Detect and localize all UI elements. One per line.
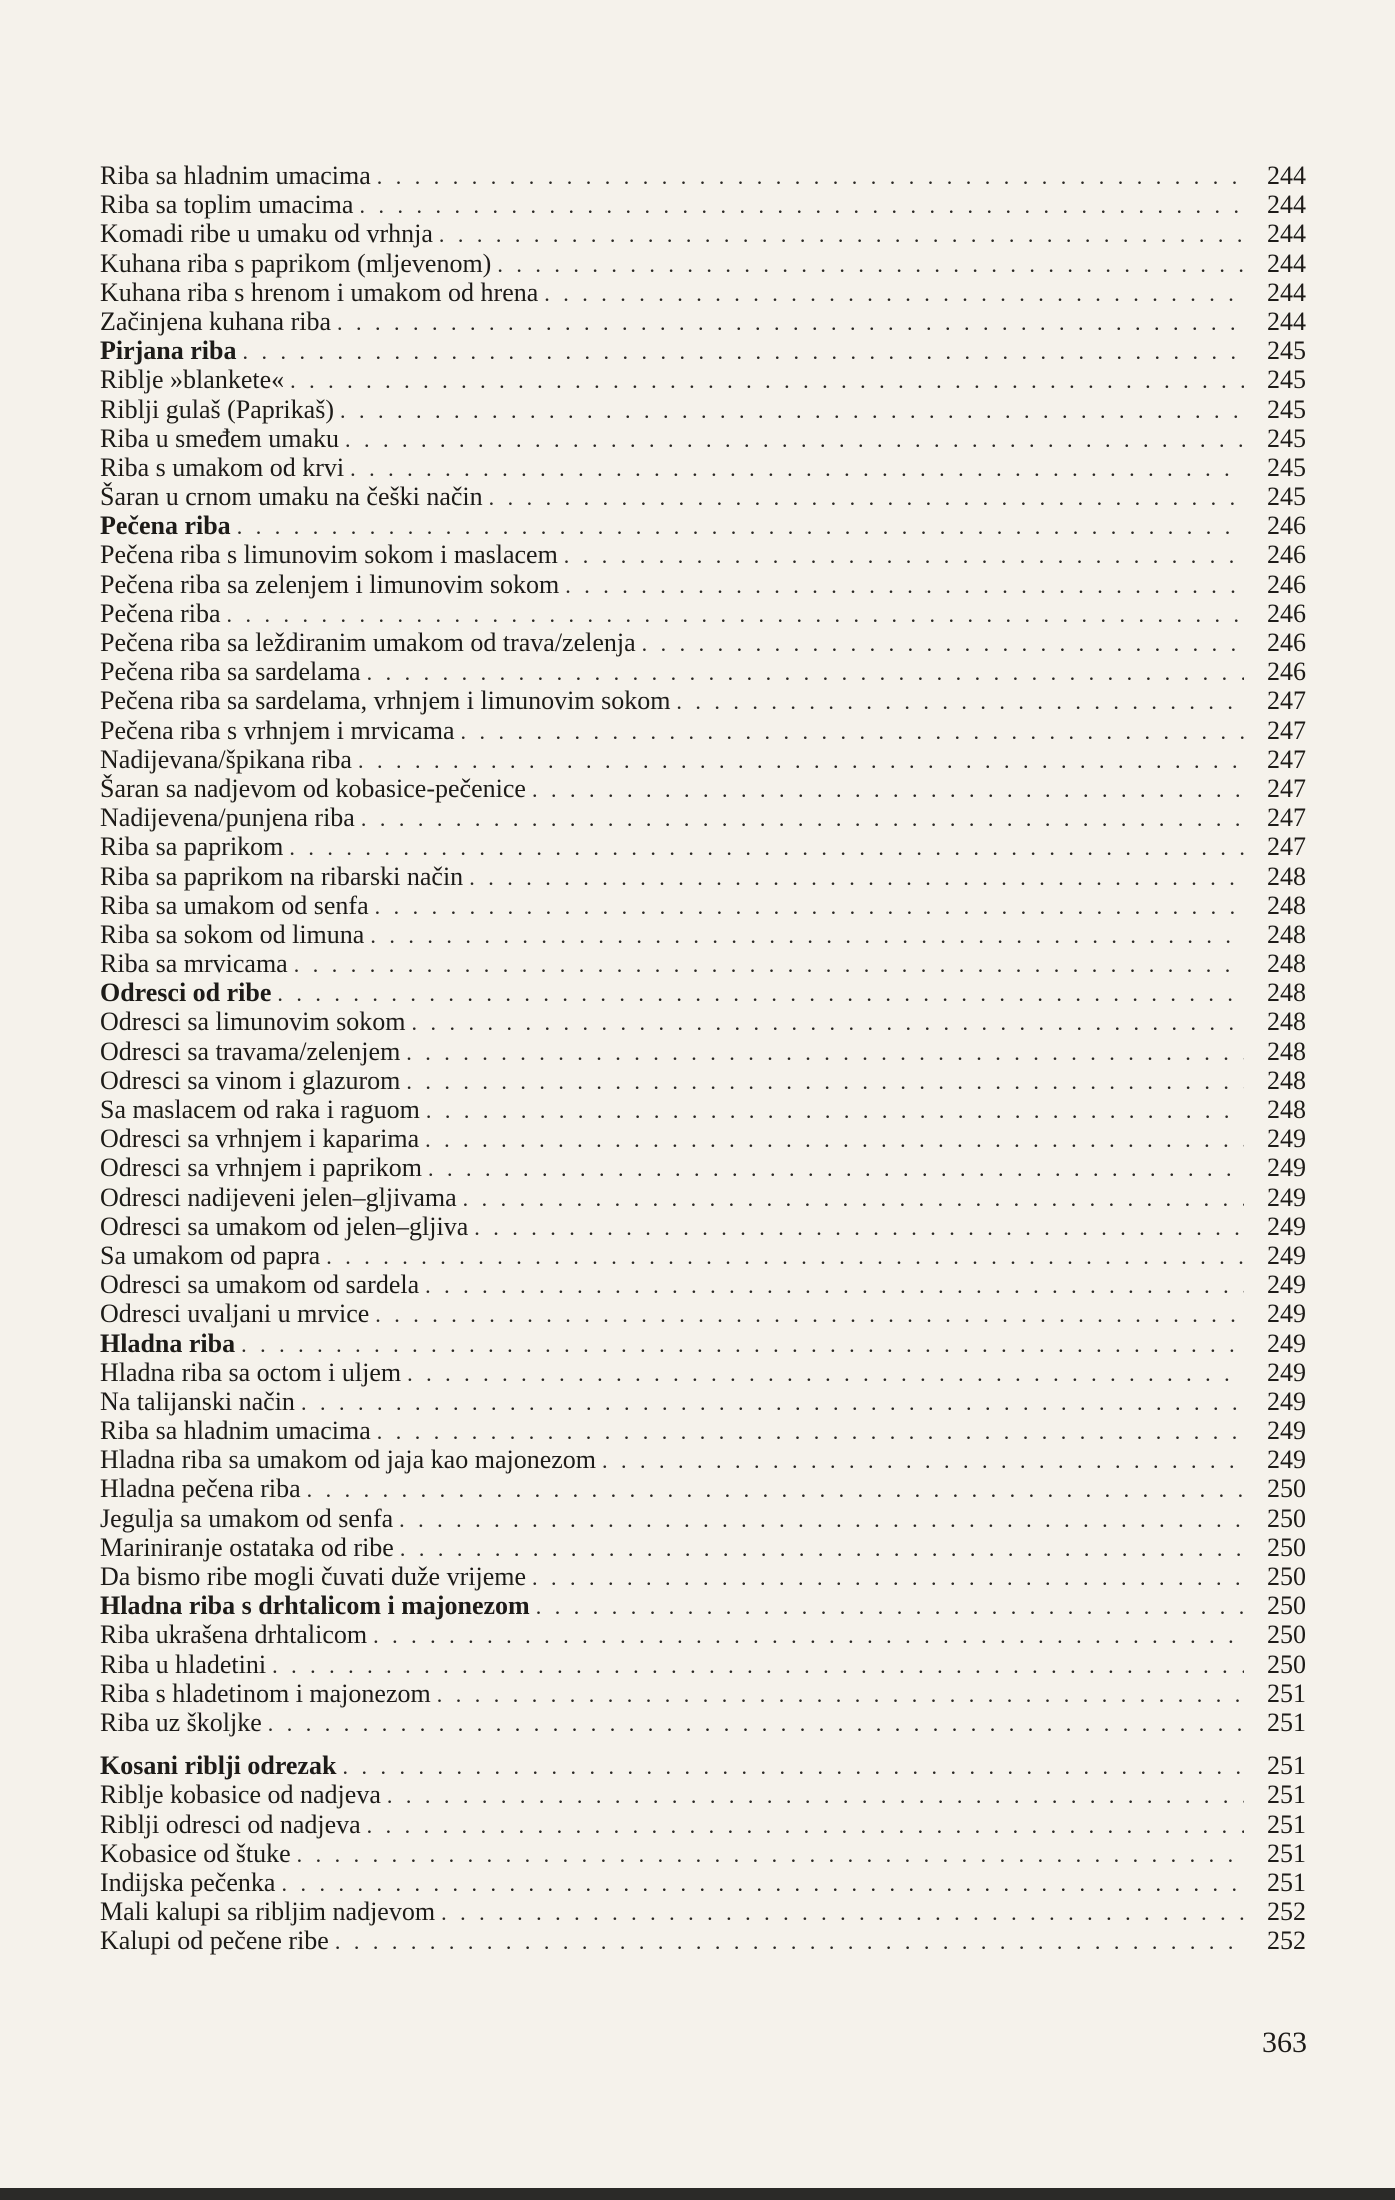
toc-entry — [100, 1620, 1306, 1649]
toc-entry-title: Indijska pečenka — [100, 1867, 276, 1897]
toc-entry-page: 252 — [1267, 1926, 1306, 1956]
toc-entry — [100, 278, 1306, 307]
dot-leader — [290, 366, 1244, 395]
toc-section-heading — [100, 336, 1306, 365]
dot-leader — [602, 1446, 1244, 1475]
toc-entry-title: Hladna riba — [100, 1328, 236, 1358]
toc-entry-page: 246 — [1267, 511, 1306, 541]
dot-leader — [268, 1709, 1244, 1738]
toc-entry — [100, 1066, 1306, 1095]
toc-entry — [100, 599, 1306, 628]
toc-entry-page: 251 — [1267, 1780, 1306, 1810]
toc-entry-title: Šaran u crnom umaku na češki način — [100, 482, 483, 512]
toc-entry — [100, 1007, 1306, 1036]
toc-entry — [100, 949, 1306, 978]
dot-leader — [536, 1592, 1244, 1621]
toc-entry-title: Riba sa sokom od limuna — [100, 919, 365, 949]
dot-leader — [375, 892, 1244, 921]
dot-leader — [400, 1534, 1244, 1563]
toc-entry-page: 247 — [1267, 832, 1306, 862]
toc-entry-page: 252 — [1267, 1897, 1306, 1927]
toc-entry — [100, 395, 1306, 424]
toc-entry — [100, 424, 1306, 453]
toc-entry — [100, 1445, 1306, 1474]
toc-entry-title: Sa maslacem od raka i raguom — [100, 1095, 420, 1124]
toc-entry-page: 250 — [1267, 1591, 1306, 1621]
toc-entry — [100, 190, 1306, 219]
dot-leader — [335, 1927, 1244, 1956]
dot-leader — [544, 279, 1244, 308]
toc-entry-page: 250 — [1267, 1532, 1306, 1562]
dot-leader — [387, 1781, 1244, 1810]
toc-entry-page: 247 — [1267, 773, 1306, 803]
toc-entry-title: Odresci sa vinom i glazurom — [100, 1065, 401, 1095]
toc-section-heading — [100, 1329, 1306, 1358]
toc-entry-title: Odresci sa limunovim sokom — [100, 1007, 406, 1037]
dot-leader — [425, 1271, 1244, 1300]
toc-entry-page: 248 — [1267, 978, 1306, 1008]
toc-entry-title: Hladna riba s drhtalicom i majonezom — [100, 1591, 530, 1621]
toc-entry-page: 249 — [1267, 1416, 1306, 1446]
toc-entry-title: Komadi ribe u umaku od vrhnja — [100, 219, 433, 249]
toc-entry-page: 251 — [1267, 1707, 1306, 1737]
toc-entry-page: 246 — [1267, 540, 1306, 570]
toc-entry-page: 249 — [1267, 1211, 1306, 1241]
toc-entry — [100, 453, 1306, 482]
toc-entry-title: Kalupi od pečene ribe — [100, 1926, 329, 1956]
toc-entry-title: Odresci uvaljani u mrvice — [100, 1299, 370, 1329]
toc-entry-title: Odresci nadijeveni jelen–gljivama — [100, 1182, 457, 1212]
toc-entry-page: 251 — [1267, 1838, 1306, 1868]
dot-leader — [532, 1563, 1244, 1592]
dot-leader — [237, 512, 1244, 541]
toc-entry — [100, 891, 1306, 920]
dot-leader — [474, 1213, 1244, 1242]
dot-leader — [375, 1300, 1244, 1329]
toc-entry-page: 248 — [1267, 949, 1306, 979]
toc-entry-page: 247 — [1267, 803, 1306, 833]
dot-leader — [407, 1359, 1244, 1388]
toc-entry-title: Odresci sa travama/zelenjem — [100, 1036, 401, 1066]
toc-entry — [100, 1504, 1306, 1533]
toc-entry-page: 244 — [1267, 190, 1306, 220]
toc-entry-title: Pečena riba sa zelenjem i limunovim sokom — [100, 569, 560, 599]
toc-entry-title: Riba sa hladnim umacima — [100, 161, 371, 190]
toc-entry-title: Riba u hladetini — [100, 1649, 267, 1679]
toc-entry-page: 244 — [1267, 248, 1306, 278]
toc-entry-title: Riba uz školjke — [100, 1707, 262, 1737]
toc-entry-title: Mali kalupi sa ribljim nadjevom — [100, 1897, 436, 1927]
toc-entry — [100, 1270, 1306, 1299]
dot-leader — [411, 1008, 1244, 1037]
dot-leader — [361, 804, 1244, 833]
toc-entry — [100, 832, 1306, 861]
toc-entry — [100, 219, 1306, 248]
toc-entry-title: Riba sa paprikom na ribarski način — [100, 861, 464, 891]
toc-entry-title: Hladna pečena riba — [100, 1474, 301, 1504]
dot-leader — [469, 863, 1244, 892]
dot-leader — [370, 921, 1244, 950]
toc-entry-title: Šaran sa nadjevom od kobasice-pečenice — [100, 773, 526, 803]
toc-entry-page: 245 — [1267, 336, 1306, 366]
dot-leader — [428, 1154, 1244, 1183]
dot-leader — [642, 629, 1244, 658]
toc-entry-title: Začinjena kuhana riba — [100, 306, 331, 336]
toc-entry-page: 250 — [1267, 1649, 1306, 1679]
toc-entry-title: Hladna riba sa octom i uljem — [100, 1357, 402, 1387]
toc-entry — [100, 1474, 1306, 1503]
toc-entry-page: 250 — [1267, 1620, 1306, 1650]
toc-entry-title: Odresci sa umakom od jelen–gljiva — [100, 1211, 469, 1241]
toc-section-heading — [100, 1751, 1306, 1780]
toc-entry-title: Hladna riba sa umakom od jaja kao majonezom — [100, 1445, 597, 1475]
toc-entry-page: 248 — [1267, 890, 1306, 920]
toc-entry-page: 244 — [1267, 219, 1306, 249]
dot-leader — [367, 1811, 1244, 1840]
toc-entry — [100, 1708, 1306, 1737]
toc-entry-title: Odresci sa vrhnjem i kaparima — [100, 1124, 420, 1154]
toc-entry-page: 251 — [1267, 1809, 1306, 1839]
scan-bottom-edge — [0, 2188, 1395, 2200]
toc-entry-title: Kuhana riba s hrenom i umakom od hrena — [100, 277, 539, 307]
dot-leader — [399, 1505, 1244, 1534]
toc-entry — [100, 1212, 1306, 1241]
dot-leader — [441, 1898, 1244, 1927]
toc-entry-page: 250 — [1267, 1474, 1306, 1504]
toc-entry-page: 251 — [1267, 1751, 1306, 1781]
toc-entry-page: 251 — [1267, 1867, 1306, 1897]
toc-entry — [100, 1183, 1306, 1212]
toc-entry-title: Kosani riblji odrezak — [100, 1751, 337, 1781]
toc-entry-page: 245 — [1267, 452, 1306, 482]
toc-entry-title: Pečena riba sa leždiranim umakom od trava/zelenja — [100, 628, 636, 657]
toc-entry — [100, 1095, 1306, 1124]
dot-leader — [326, 1242, 1244, 1271]
toc-entry-page: 250 — [1267, 1503, 1306, 1533]
toc-entry-page: 246 — [1267, 569, 1306, 599]
toc-entry — [100, 1868, 1306, 1897]
toc-entry-page: 249 — [1267, 1182, 1306, 1212]
toc-entry-title: Nadijevena/punjena riba — [100, 803, 355, 833]
toc-entry — [100, 249, 1306, 278]
toc-entry-title: Riba u smeđem umaku — [100, 423, 340, 453]
toc-entry-title: Riba sa umakom od senfa — [100, 890, 369, 920]
dot-leader — [532, 775, 1244, 804]
toc-entry-page: 245 — [1267, 482, 1306, 512]
table-of-contents — [100, 161, 1306, 1955]
toc-entry-page: 246 — [1267, 598, 1306, 628]
toc-entry-title: Da bismo ribe mogli čuvati duže vrijeme — [100, 1562, 526, 1591]
toc-entry-title: Riba s hladetinom i majonezom — [100, 1678, 431, 1708]
toc-entry-title: Riba sa paprikom — [100, 832, 284, 862]
dot-leader — [565, 571, 1244, 600]
toc-entry — [100, 540, 1306, 569]
dot-leader — [342, 1752, 1244, 1781]
dot-leader — [439, 220, 1244, 249]
dot-leader — [497, 250, 1244, 279]
toc-entry — [100, 365, 1306, 394]
dot-leader — [367, 658, 1244, 687]
toc-entry — [100, 1780, 1306, 1809]
toc-entry-page: 249 — [1267, 1357, 1306, 1387]
dot-leader — [564, 541, 1244, 570]
toc-entry-title: Mariniranje ostataka od ribe — [100, 1532, 394, 1562]
toc-entry — [100, 862, 1306, 891]
toc-entry-title: Riba sa hladnim umacima — [100, 1416, 371, 1446]
dot-leader — [406, 1067, 1244, 1096]
toc-entry-title: Pirjana riba — [100, 336, 237, 366]
toc-entry-page: 251 — [1267, 1678, 1306, 1708]
toc-entry-page: 247 — [1267, 686, 1306, 716]
toc-entry-page: 248 — [1267, 1095, 1306, 1124]
toc-entry — [100, 657, 1306, 686]
toc-entry — [100, 1124, 1306, 1153]
toc-entry — [100, 628, 1306, 657]
dot-leader — [437, 1680, 1244, 1709]
toc-entry — [100, 1562, 1306, 1591]
dot-leader — [377, 1417, 1244, 1446]
toc-entry-page: 245 — [1267, 394, 1306, 424]
toc-entry-page: 244 — [1267, 277, 1306, 307]
toc-entry-title: Pečena riba — [100, 598, 221, 628]
toc-entry-title: Nadijevana/špikana riba — [100, 744, 352, 774]
toc-entry — [100, 1416, 1306, 1445]
toc-entry-title: Pečena riba — [100, 511, 231, 541]
toc-entry-title: Riba s umakom od krvi — [100, 452, 345, 482]
dot-leader — [426, 1096, 1244, 1125]
toc-entry-page: 244 — [1267, 161, 1306, 190]
toc-entry-title: Kuhana riba s paprikom (mljevenom) — [100, 248, 492, 278]
dot-leader — [227, 600, 1244, 629]
toc-entry-page: 249 — [1267, 1299, 1306, 1329]
dot-leader — [489, 483, 1244, 512]
toc-entry-title: Pečena riba s limunovim sokom i maslacem — [100, 540, 558, 570]
toc-entry — [100, 1679, 1306, 1708]
toc-entry-title: Pečena riba sa sardelama — [100, 657, 361, 687]
toc-entry — [100, 1533, 1306, 1562]
dot-leader — [406, 1038, 1244, 1067]
toc-entry-title: Kobasice od štuke — [100, 1838, 291, 1868]
dot-leader — [277, 979, 1244, 1008]
toc-entry-page: 244 — [1267, 306, 1306, 336]
toc-entry — [100, 161, 1306, 190]
toc-entry-page: 247 — [1267, 744, 1306, 774]
toc-entry-page: 248 — [1267, 1007, 1306, 1037]
toc-entry-title: Odresci sa vrhnjem i paprikom — [100, 1153, 423, 1183]
toc-entry — [100, 1387, 1306, 1416]
dot-leader — [307, 1475, 1244, 1504]
toc-entry-title: Jegulja sa umakom od senfa — [100, 1503, 394, 1533]
toc-entry-title: Riblje »blankete« — [100, 365, 285, 395]
toc-entry — [100, 1299, 1306, 1328]
toc-entry-page: 248 — [1267, 1065, 1306, 1095]
toc-entry-page: 249 — [1267, 1240, 1306, 1270]
toc-entry — [100, 570, 1306, 599]
toc-entry-title: Riblji gulaš (Paprikaš) — [100, 394, 334, 424]
toc-entry-page: 248 — [1267, 919, 1306, 949]
toc-entry-title: Pečena riba sa sardelama, vrhnjem i limunovim sokom — [100, 686, 671, 716]
toc-section-heading — [100, 1591, 1306, 1620]
toc-entry — [100, 1926, 1306, 1955]
dot-leader — [425, 1125, 1244, 1154]
toc-entry-page: 246 — [1267, 628, 1306, 657]
toc-entry — [100, 686, 1306, 715]
toc-entry-page: 245 — [1267, 365, 1306, 395]
dot-leader — [460, 717, 1244, 746]
toc-entry-title: Riba sa toplim umacima — [100, 190, 354, 220]
dot-leader — [241, 1330, 1244, 1359]
toc-entry-title: Na talijanski način — [100, 1386, 295, 1416]
dot-leader — [281, 1869, 1244, 1898]
toc-entry-page: 247 — [1267, 715, 1306, 745]
toc-entry — [100, 716, 1306, 745]
toc-entry — [100, 1358, 1306, 1387]
toc-entry-page: 248 — [1267, 1036, 1306, 1066]
toc-section-heading — [100, 511, 1306, 540]
toc-entry-page: 249 — [1267, 1386, 1306, 1416]
toc-entry-title: Pečena riba s vrhnjem i mrvicama — [100, 715, 455, 745]
dot-leader — [340, 396, 1244, 425]
dot-leader — [463, 1184, 1244, 1213]
toc-entry — [100, 774, 1306, 803]
toc-entry-title: Odresci od ribe — [100, 978, 272, 1008]
dot-leader — [373, 1621, 1244, 1650]
dot-leader — [294, 950, 1244, 979]
toc-entry — [100, 1839, 1306, 1868]
toc-entry-page: 249 — [1267, 1328, 1306, 1358]
toc-section-heading — [100, 978, 1306, 1007]
dot-leader — [243, 337, 1245, 366]
toc-entry — [100, 1241, 1306, 1270]
toc-entry — [100, 1037, 1306, 1066]
dot-leader — [297, 1840, 1244, 1869]
dot-leader — [676, 687, 1244, 716]
toc-entry — [100, 745, 1306, 774]
toc-entry-page: 249 — [1267, 1153, 1306, 1183]
toc-entry — [100, 307, 1306, 336]
page-number: 363 — [1262, 2026, 1307, 2059]
toc-entry — [100, 1810, 1306, 1839]
toc-entry-page: 249 — [1267, 1445, 1306, 1475]
toc-entry-page: 249 — [1267, 1270, 1306, 1300]
dot-leader — [358, 746, 1244, 775]
toc-entry — [100, 1897, 1306, 1926]
toc-entry-title: Riblji odresci od nadjeva — [100, 1809, 361, 1839]
toc-entry-title: Riba sa mrvicama — [100, 949, 288, 979]
toc-entry-page: 249 — [1267, 1124, 1306, 1154]
toc-entry-title: Riba ukrašena drhtalicom — [100, 1620, 368, 1650]
dot-leader — [301, 1388, 1244, 1417]
dot-leader — [289, 833, 1244, 862]
toc-entry — [100, 803, 1306, 832]
dot-leader — [272, 1651, 1244, 1680]
toc-entry-page: 248 — [1267, 861, 1306, 891]
dot-leader — [359, 191, 1244, 220]
toc-entry-title: Odresci sa umakom od sardela — [100, 1270, 420, 1300]
toc-entry — [100, 1650, 1306, 1679]
toc-entry — [100, 482, 1306, 511]
toc-entry-title: Sa umakom od papra — [100, 1240, 321, 1270]
toc-entry-title: Riblje kobasice od nadjeva — [100, 1780, 381, 1810]
toc-entry-page: 245 — [1267, 423, 1306, 453]
dot-leader — [337, 308, 1244, 337]
toc-entry — [100, 920, 1306, 949]
toc-entry-page: 246 — [1267, 657, 1306, 687]
dot-leader — [345, 425, 1244, 454]
toc-entry — [100, 1153, 1306, 1182]
toc-entry-page: 250 — [1267, 1562, 1306, 1591]
dot-leader — [350, 454, 1244, 483]
dot-leader — [377, 162, 1244, 191]
